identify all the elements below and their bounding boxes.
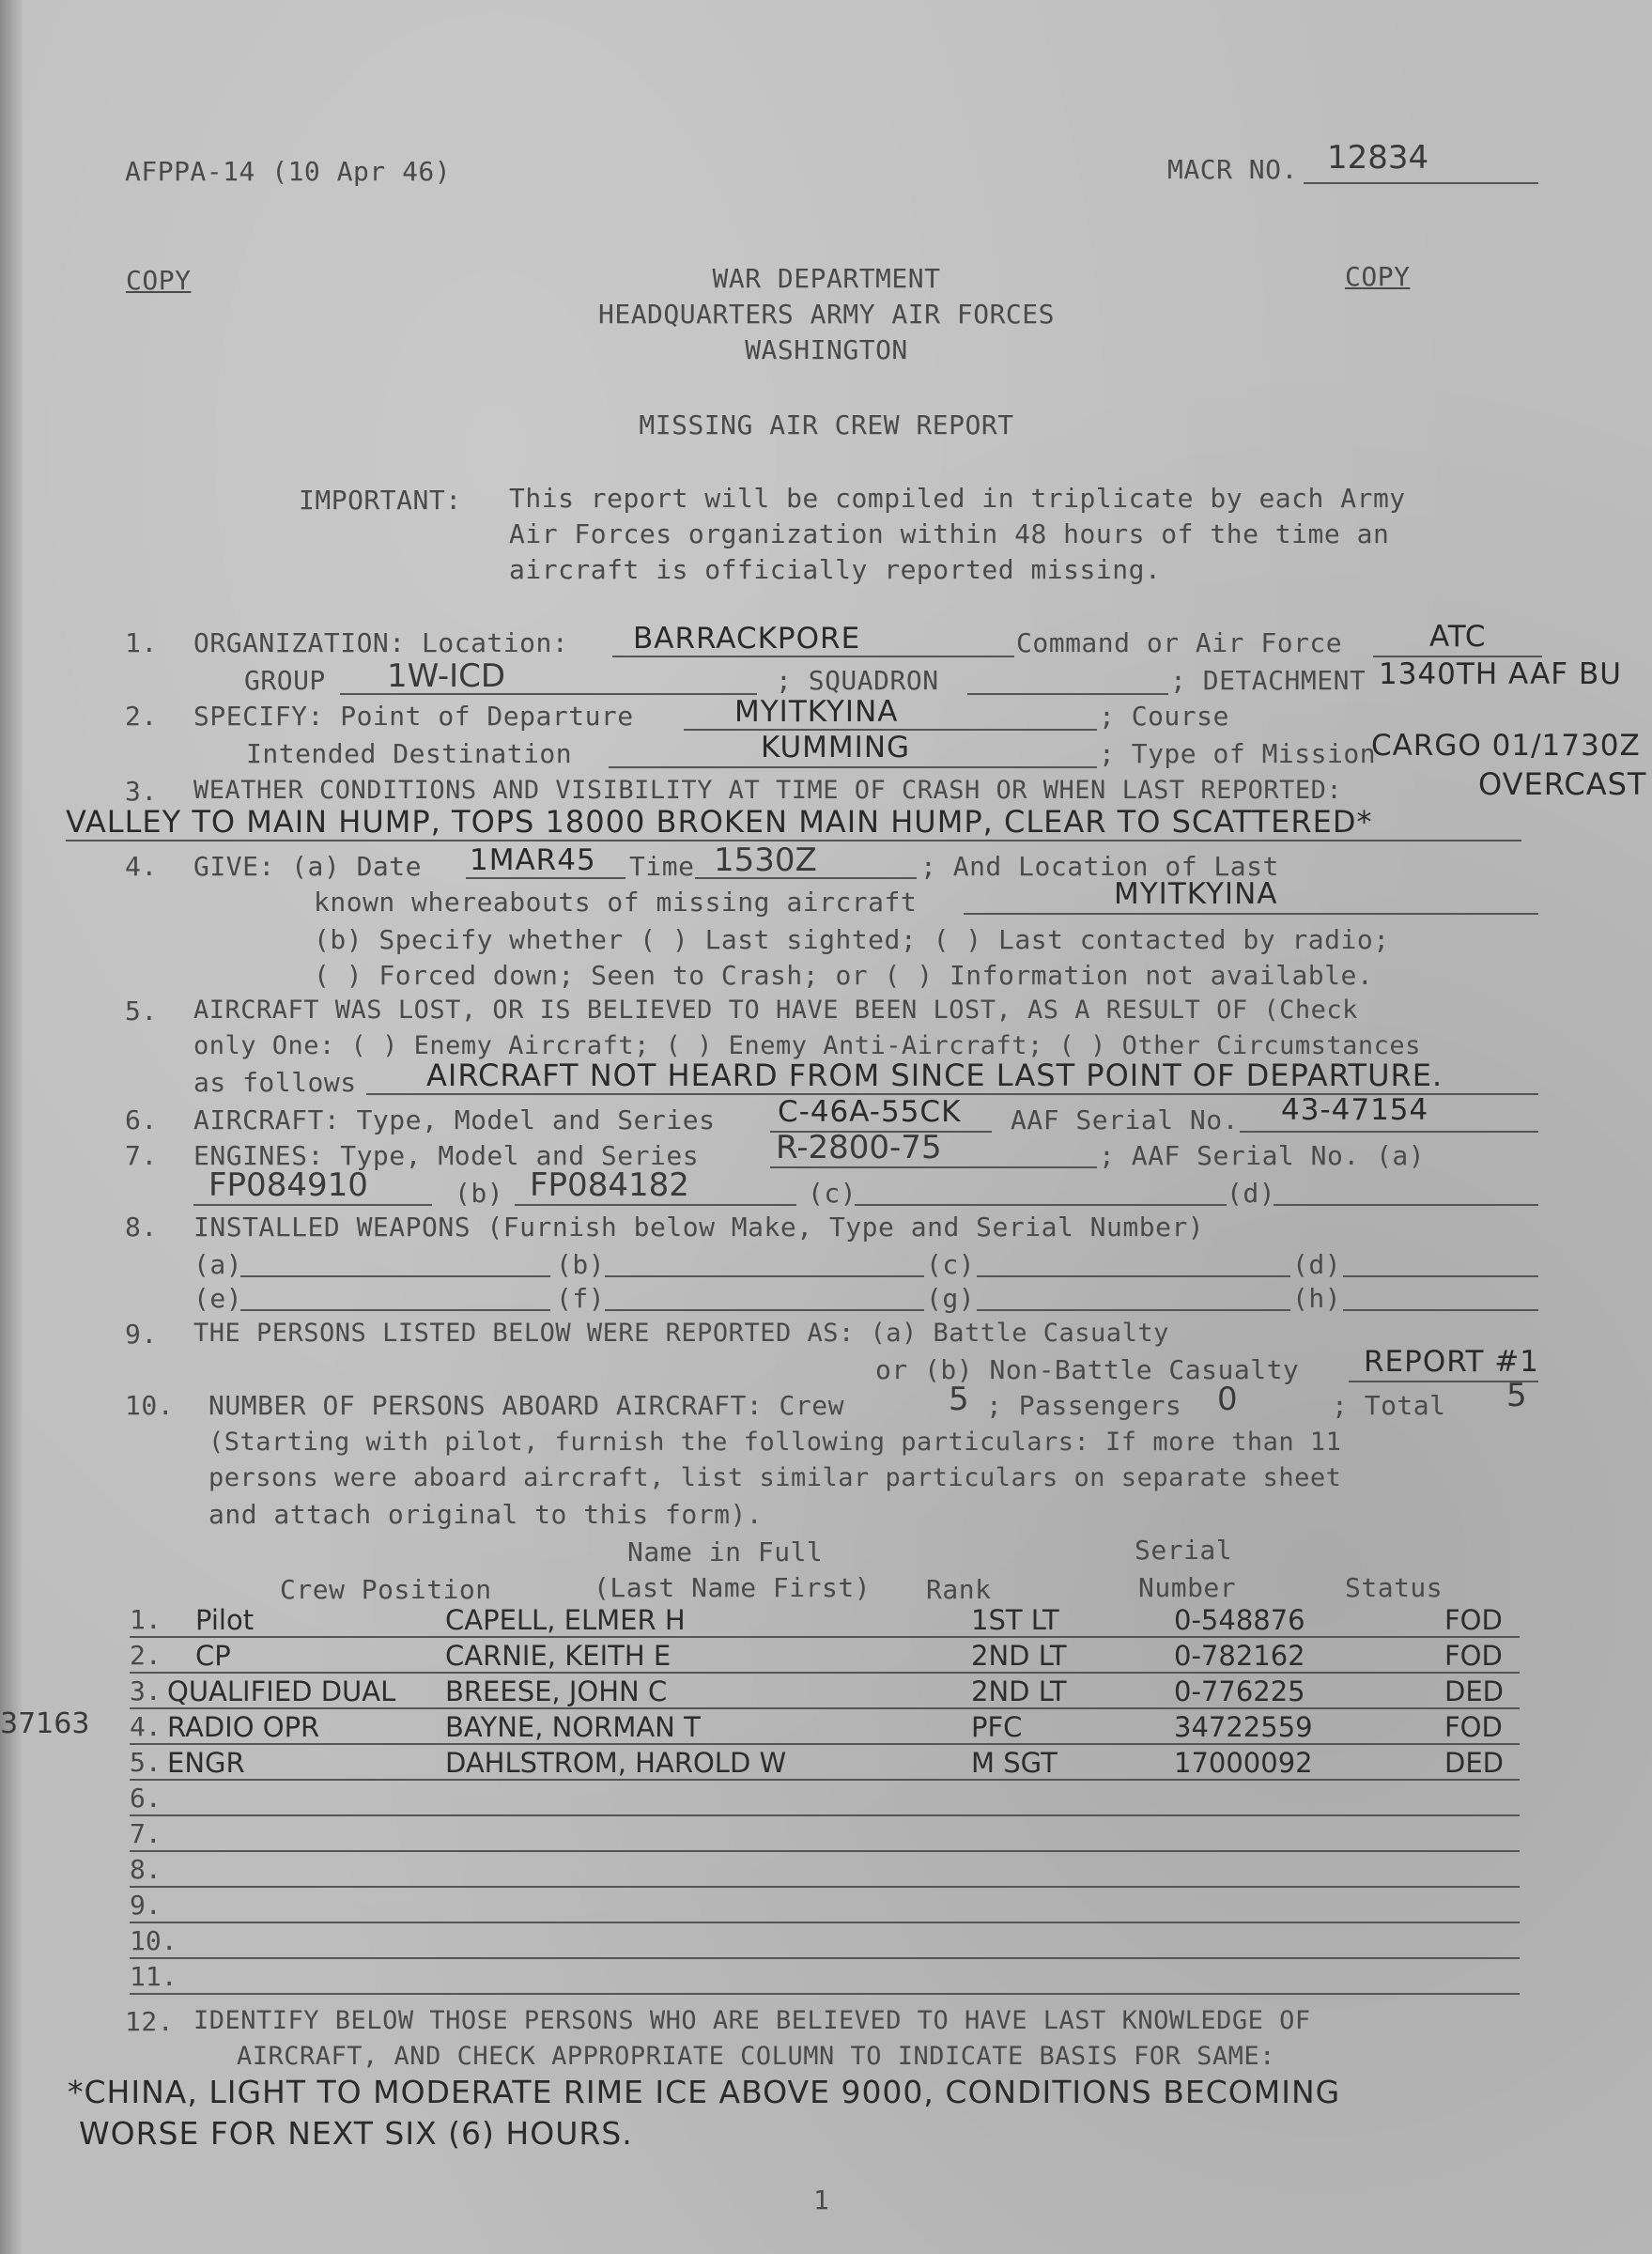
time-value: 1530Z [714,841,817,879]
crew-name: BAYNE, NORMAN T [445,1711,701,1743]
important-line-3: aircraft is officially reported missing. [509,554,1162,585]
engine-a-value: FP084910 [208,1166,368,1204]
section-12-number: 12. [125,2006,175,2037]
aircraft-serial-value: 43-47154 [1281,1093,1429,1127]
location-line [612,656,1014,657]
group-line [340,693,757,695]
crew-position: QUALIFIED DUAL [167,1675,396,1707]
weapon-a-line [240,1275,550,1277]
form-id: AFPPA-14 (10 Apr 46) [125,156,452,187]
page-number: 1 [813,2185,830,2215]
row-number: 1. [130,1604,162,1635]
weather-footnote-line-2: WORSE FOR NEXT SIX (6) HOURS. [79,2115,633,2152]
group-value: 1W-ICD [387,657,506,695]
persons-aboard-label: NUMBER OF PERSONS ABOARD AIRCRAFT: Crew [208,1390,844,1421]
crew-name: CAPELL, ELMER H [445,1604,686,1636]
last-location-label: ; And Location of Last [920,851,1279,882]
aircraft-model-value: C-46A-55CK [778,1095,962,1129]
report-number-value: REPORT #1 [1364,1345,1539,1379]
table-row [130,1745,1520,1781]
forced-down-line: ( ) Forced down; Seen to Crash; or ( ) Information not available. [314,960,1374,991]
weapon-h-label: (h) [1292,1283,1342,1314]
section-7-number: 7. [125,1140,158,1171]
engine-a-line [193,1204,432,1206]
crew-status: FOD [1444,1604,1503,1636]
engine-c-line [855,1204,1227,1206]
table-row [130,1852,1520,1888]
weapon-e-label: (e) [193,1283,243,1314]
section-9-number: 9. [125,1319,158,1350]
table-row [130,1888,1520,1923]
destination-value: KUMMING [761,731,911,764]
last-location-line [964,913,1538,915]
last-location-value: MYITKYINA [1114,877,1278,911]
detachment-value: 1340TH AAF BU [1379,657,1622,691]
crew-status: DED [1444,1675,1504,1707]
casualty-label: THE PERSONS LISTED BELOW WERE REPORTED AS: (a) Battle Casualty [193,1319,1169,1348]
crew-position-header: Crew Position [280,1574,492,1605]
serial-header-top: Serial [1135,1535,1233,1566]
specify-whether-line: (b) Specify whether ( ) Last sighted; ( ) Last contacted by radio; [314,924,1390,955]
row-number: 3. [130,1675,162,1706]
loss-cause-line-2: only One: ( ) Enemy Aircraft; ( ) Enemy Anti-Aircraft; ( ) Other Circumstances [193,1031,1421,1060]
row-number: 7. [130,1818,162,1849]
row-number: 5. [130,1747,162,1778]
engine-d-line [1274,1204,1538,1206]
section-6-number: 6. [125,1104,158,1135]
crew-rank: PFC [971,1711,1023,1743]
non-battle-label: or (b) Non-Battle Casualty [875,1354,1300,1385]
section-3-number: 3. [125,776,158,807]
crew-rank: 2ND LT [971,1675,1067,1707]
macr-label: MACR NO. [1167,154,1298,185]
important-label: IMPORTANT: [299,485,462,516]
give-date-label: GIVE: (a) Date [193,851,423,882]
specify-label: SPECIFY: Point of Departure [193,701,634,732]
page-shadow-edge [0,0,23,2254]
particulars-line-2: (Starting with pilot, furnish the following particulars: If more than 11 [208,1428,1342,1457]
department-line-1: WAR DEPARTMENT [712,263,941,294]
engines-label: ENGINES: Type, Model and Series [193,1140,700,1171]
weapon-d-label: (d) [1292,1249,1342,1280]
copy-stamp-left: COPY [126,265,192,296]
weather-value-2: VALLEY TO MAIN HUMP, TOPS 18000 BROKEN MAIN HUMP, CLEAR TO SCATTERED* [66,804,1373,840]
row-number: 8. [130,1854,162,1885]
loss-cause-value: AIRCRAFT NOT HEARD FROM SINCE LAST POINT OF DEPARTURE. [426,1058,1444,1093]
macr-underline [1304,182,1538,184]
crew-serial: 0-782162 [1174,1640,1305,1672]
weapon-g-label: (g) [926,1283,976,1314]
engine-b-line [515,1204,796,1206]
crew-rank: 2ND LT [971,1640,1067,1672]
engine-serial-label: ; AAF Serial No. (a) [1099,1140,1426,1171]
important-line-2: Air Forces organization within 48 hours of the time an [509,518,1390,549]
crew-serial: 0-548876 [1174,1604,1305,1636]
section-10-number: 10. [125,1390,175,1421]
macr-number: 12834 [1327,139,1429,177]
location-value: BARRACKPORE [633,622,861,656]
total-label: ; Total [1332,1390,1446,1421]
row-number: 10. [130,1925,178,1956]
weapon-c-line [977,1275,1290,1277]
department-line-2: HEADQUARTERS ARMY AIR FORCES [597,299,1055,330]
weapon-f-line [605,1309,924,1311]
engine-c-label: (c) [808,1178,857,1209]
weather-label: WEATHER CONDITIONS AND VISIBILITY AT TIME OF CRASH OR WHEN LAST REPORTED: [193,776,1343,805]
engine-d-label: (d) [1227,1178,1276,1209]
row-number: 4. [130,1711,162,1742]
table-row [130,1709,1520,1745]
weapon-f-label: (f) [556,1283,606,1314]
crew-position: CP [195,1640,231,1672]
table-row [130,1781,1520,1816]
report-title: MISSING AIR CREW REPORT [639,409,1014,440]
table-row [130,1674,1520,1709]
mission-value: CARGO 01/1730Z [1371,729,1641,763]
aircraft-label: AIRCRAFT: Type, Model and Series [193,1104,716,1135]
row-number: 2. [130,1640,162,1671]
weapon-b-line [605,1275,924,1277]
row-number: 11. [130,1961,178,1992]
destination-label: Intended Destination [246,738,573,769]
loss-cause-line-1: AIRCRAFT WAS LOST, OR IS BELIEVED TO HAVE BEEN LOST, AS A RESULT OF (Check [193,996,1358,1025]
crew-position: ENGR [167,1747,245,1779]
as-follows-label: as follows [193,1067,357,1098]
weather-value-1: OVERCAST [1478,766,1647,802]
table-row [130,1602,1520,1638]
command-value: ATC [1429,620,1487,654]
name-header-bottom: (Last Name First) [594,1572,872,1603]
squadron-label: ; SQUADRON [776,665,939,696]
crew-status: FOD [1444,1711,1503,1743]
weather-footnote-line-1: *CHINA, LIGHT TO MODERATE RIME ICE ABOVE 9000, CONDITIONS BECOMING [68,2074,1341,2110]
mission-label: ; Type of Mission [1099,738,1377,769]
squadron-line [967,693,1168,695]
section-8-number: 8. [125,1212,158,1243]
table-row [130,1816,1520,1852]
crew-position: RADIO OPR [167,1711,320,1743]
known-whereabouts-label: known whereabouts of missing aircraft [314,887,918,918]
important-line-1: This report will be compiled in triplicate by each Army [509,483,1406,514]
command-label: Command or Air Force [1016,627,1343,658]
detachment-label: ; DETACHMENT [1170,665,1366,696]
date-line [466,877,625,879]
table-row [130,1959,1520,1995]
particulars-line-4: and attach original to this form). [208,1499,764,1530]
departure-value: MYITKYINA [734,695,899,729]
group-label: GROUP [244,665,326,696]
time-label: Time [629,851,695,882]
row-number: 9. [130,1890,162,1921]
engine-model-line [770,1166,1097,1168]
aircraft-serial-line [1240,1131,1538,1133]
crew-rank: 1ST LT [971,1604,1059,1636]
crew-serial: 34722559 [1174,1711,1313,1743]
last-knowledge-line-2: AIRCRAFT, AND CHECK APPROPRIATE COLUMN TO INDICATE BASIS FOR SAME: [237,2042,1275,2071]
crew-name: CARNIE, KEITH E [445,1640,672,1672]
engine-b-value: FP084182 [530,1166,689,1204]
course-label: ; Course [1099,701,1229,732]
weapon-g-line [977,1309,1290,1311]
aircraft-serial-label: AAF Serial No. [1011,1104,1240,1135]
last-knowledge-line-1: IDENTIFY BELOW THOSE PERSONS WHO ARE BELIEVED TO HAVE LAST KNOWLEDGE OF [193,2006,1311,2035]
section-1-number: 1. [125,627,158,658]
status-header: Status [1345,1572,1444,1603]
crew-name: BREESE, JOHN C [445,1675,668,1707]
weapon-c-label: (c) [926,1249,976,1280]
engine-b-label: (b) [455,1178,504,1209]
weapon-a-label: (a) [193,1249,243,1280]
engine-model-value: R-2800-75 [776,1129,942,1166]
rank-header: Rank [926,1574,992,1605]
destination-line [609,766,1097,768]
crew-serial: 17000092 [1174,1747,1313,1779]
crew-status: FOD [1444,1640,1503,1672]
name-header-top: Name in Full [627,1536,824,1567]
table-row [130,1923,1520,1959]
weapon-d-line [1343,1275,1538,1277]
margin-note: 37163 [0,1707,90,1740]
weapon-h-line [1343,1309,1538,1311]
copy-stamp-right: COPY [1345,261,1411,292]
section-5-number: 5. [125,996,158,1027]
weapon-b-label: (b) [556,1249,606,1280]
crew-position: Pilot [195,1604,255,1636]
total-count-value: 5 [1506,1377,1527,1414]
particulars-line-3: persons were aboard aircraft, list similar particulars on separate sheet [208,1463,1342,1492]
table-row [130,1638,1520,1674]
organization-label: ORGANIZATION: Location: [193,627,569,658]
passengers-count-value: 0 [1217,1381,1238,1418]
row-number: 6. [130,1783,162,1814]
crew-count-value: 5 [949,1381,969,1418]
weapons-label: INSTALLED WEAPONS (Furnish below Make, Type and Serial Number) [193,1212,1205,1243]
date-value: 1MAR45 [470,843,596,877]
crew-serial: 0-776225 [1174,1675,1305,1707]
weapon-e-line [240,1309,550,1311]
crew-rank: M SGT [971,1747,1058,1779]
crew-name: DAHLSTROM, HAROLD W [445,1747,787,1779]
section-2-number: 2. [125,701,158,732]
serial-header-bottom: Number [1138,1572,1237,1603]
time-line [695,877,917,879]
passengers-label: ; Passengers [986,1390,1182,1421]
section-4-number: 4. [125,851,158,882]
department-line-3: WASHINGTON [745,334,908,365]
crew-status: DED [1444,1747,1504,1779]
